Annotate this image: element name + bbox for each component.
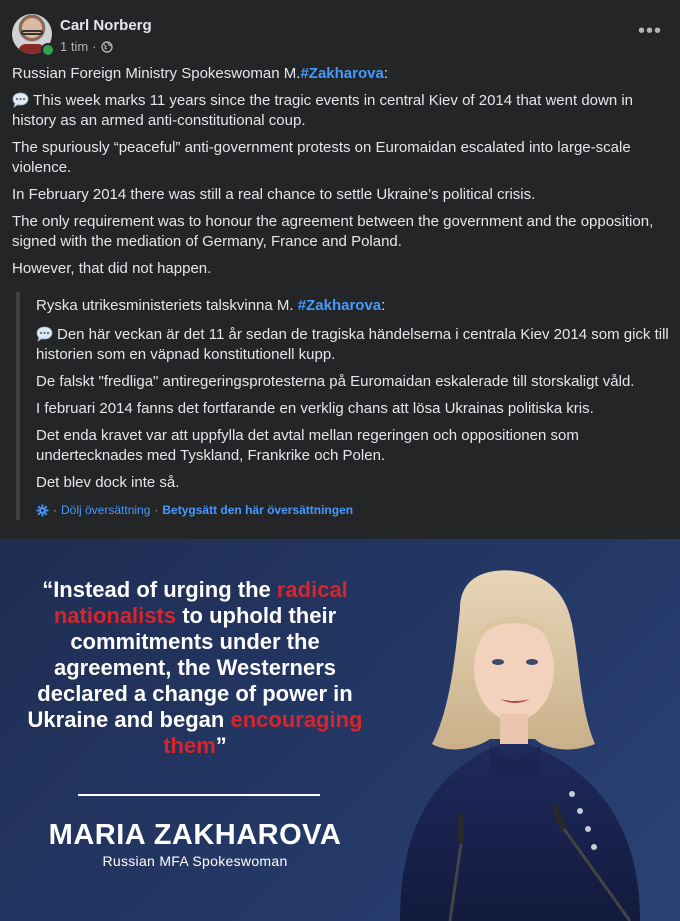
translation-paragraph: I februari 2014 fanns det fortfarande en verklig chans att lösa Ukrainas politiska kris. — [36, 400, 594, 417]
translation-paragraph: Det blev dock inte så. — [36, 474, 180, 491]
speech-bubble-icon — [36, 326, 53, 342]
globe-icon[interactable] — [101, 41, 113, 53]
post-meta — [60, 39, 113, 54]
translation-footer — [36, 500, 676, 520]
post-paragraph — [12, 91, 668, 131]
translation-block — [16, 292, 676, 520]
translation-hashtag-link[interactable]: #Zakharova — [297, 297, 382, 314]
quote-divider — [78, 794, 320, 796]
gear-icon[interactable] — [36, 504, 49, 517]
paragraph-text: This week marks 11 years since the tragic events in central Kiev of 2014 that went down in history as an armed anti-constitutional coup. — [12, 92, 634, 129]
footer-separator: · — [53, 503, 57, 517]
author-name[interactable]: Carl Norberg — [60, 17, 152, 34]
post-header — [12, 14, 668, 56]
post-paragraph: The only requirement was to honour the agreement between the government and the opposition, signed with the mediation of Germany, France and Poland. — [12, 213, 654, 250]
quote-highlight: radical nationalists — [53, 577, 348, 628]
meta-separator: · — [92, 39, 97, 54]
post-time[interactable]: 1 tim — [60, 39, 89, 54]
quote-part: “Instead of urging the — [42, 577, 277, 602]
quote-text — [20, 577, 370, 759]
translation-paragraph-text: Den här veckan är det 11 år sedan de tragiska händelserna i centrala Kiev 2014 som gick till historien som en väpnad konstitutionell kupp. — [36, 326, 669, 363]
translation-intro — [36, 296, 676, 316]
hide-translation-link[interactable]: Dölj översättning — [61, 503, 151, 517]
translation-paragraph — [36, 325, 676, 365]
rate-translation-link[interactable]: Betygsätt den här översättningen — [162, 503, 354, 517]
more-options-icon[interactable]: ••• — [637, 20, 662, 42]
post-paragraph: In February 2014 there was still a real chance to settle Ukraine’s political crisis. — [12, 186, 536, 203]
speaker-role: Russian MFA Spokeswoman — [102, 853, 288, 869]
online-status-dot — [41, 43, 55, 57]
footer-separator: · — [154, 503, 159, 517]
speech-bubble-icon — [12, 92, 29, 108]
quote-highlight: encouraging them — [163, 707, 363, 758]
quote-part: to uphold their commitments under the agreement, the Westerners declared a change of power in Ukraine and began — [27, 603, 353, 732]
post-intro — [12, 64, 668, 84]
intro-text: Russian Foreign Ministry Spokeswoman M. — [12, 65, 301, 82]
hashtag-link[interactable]: #Zakharova — [300, 65, 384, 82]
post-body — [12, 64, 668, 286]
translation-intro-colon: : — [381, 297, 386, 314]
translation-paragraph: De falskt "fredliga" antiregeringsprotesterna på Euromaidan eskalerade till storskaligt våld. — [36, 373, 635, 390]
speaker-name: MARIA ZAKHAROVA — [48, 819, 342, 851]
intro-colon: : — [383, 65, 388, 82]
spokeswoman-portrait — [340, 539, 680, 921]
translation-intro-text: Ryska utrikesministeriets talskvinna M. — [36, 297, 298, 314]
post-paragraph: However, that did not happen. — [12, 260, 212, 277]
post-image[interactable] — [0, 539, 680, 921]
avatar-glasses — [21, 30, 43, 35]
translation-paragraph: Det enda kravet var att uppfylla det avtal mellan regeringen och oppositionen som undertecknades med Tyskland, Frankrike och Polen. — [36, 427, 579, 464]
post-paragraph: The spuriously “peaceful” anti-government protests on Euromaidan escalated into large-scale violence. — [12, 139, 631, 176]
quote-part: ” — [215, 733, 227, 758]
